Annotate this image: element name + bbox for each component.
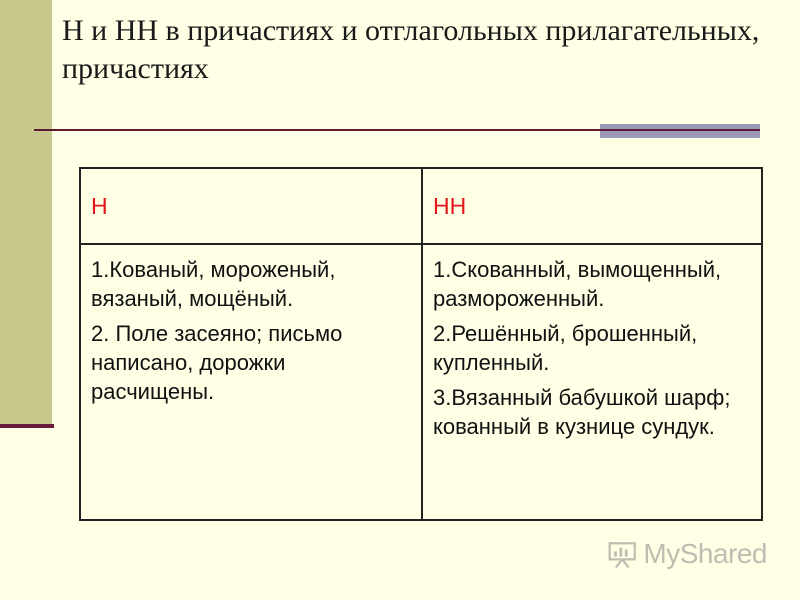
list-item: 1.Скованный, вымощенный, размороженный.	[433, 257, 722, 311]
watermark-text: MyShared	[643, 538, 767, 569]
decorative-side-bar	[0, 0, 52, 424]
title-accent-bar	[600, 124, 760, 138]
header-single-n: Н	[80, 168, 422, 244]
table-header-row	[80, 168, 762, 244]
side-bar-underline	[0, 424, 54, 428]
presentation-board-icon	[607, 537, 637, 571]
list-item: 2. Поле засеяно; письмо написано, дорожки расчищены.	[91, 321, 343, 404]
myshared-watermark	[607, 536, 767, 572]
list-item: 3.Вязанный бабушкой шарф; кованный в кузнице сундук.	[433, 385, 731, 439]
slide-title: Н и НН в причастиях и отглагольных прилагательных, причастиях	[62, 14, 760, 85]
single-n-cell	[80, 244, 422, 520]
header-double-n: НН	[422, 168, 762, 244]
list-item: 2.Решённый, брошенный, купленный.	[433, 321, 698, 375]
title-divider	[34, 129, 600, 131]
title-divider-accent-line	[600, 129, 760, 131]
table-row	[80, 244, 762, 520]
double-n-cell	[422, 244, 762, 520]
spelling-rules-table	[79, 167, 763, 521]
list-item: 1.Кованый, мороженый, вязаный, мощёный.	[91, 257, 336, 311]
